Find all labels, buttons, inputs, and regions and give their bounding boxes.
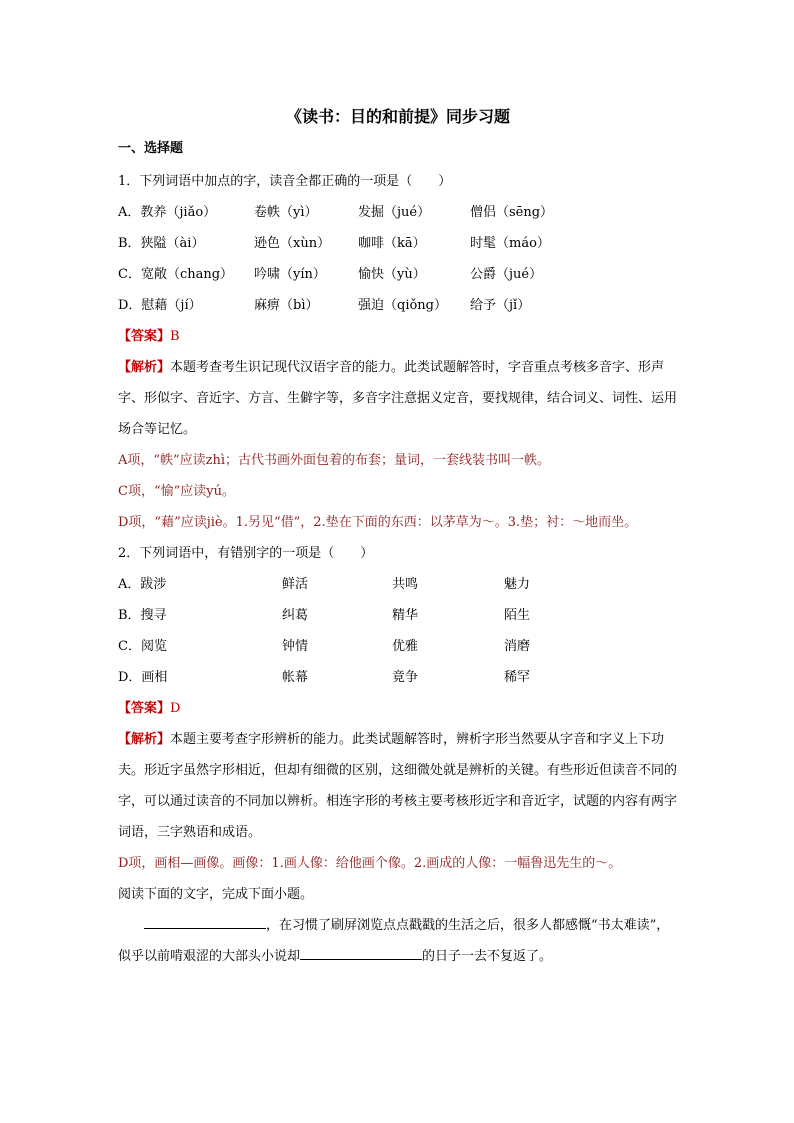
analysis-label: 【解析】 xyxy=(118,360,171,375)
option-row: B．搜寻 纠葛 精华 陌生 xyxy=(118,608,531,623)
option-row: A．跋涉 鲜活 共鸣 魅力 xyxy=(118,577,531,592)
analysis-note: A项，“帙”应读zhì；古代书画外面包着的布套；量词，一套线装书叫一帙。 xyxy=(118,453,551,468)
analysis-label: 【解析】 xyxy=(118,732,171,747)
option-row: B．狭隘（ài） 逊色（xùn） 咖啡（kā） 时髦（máo） xyxy=(118,236,550,251)
answer-value: D xyxy=(170,701,181,716)
question-2-stem: 2．下列词语中，有错别字的一项是（ ） xyxy=(118,546,374,561)
fill-blank xyxy=(300,945,422,960)
analysis-note: C项，“愉”应读yú。 xyxy=(118,484,235,499)
option-row: D．画相 帐幕 竟争 稀罕 xyxy=(118,670,531,685)
answer-label: 【答案】 xyxy=(118,329,171,344)
analysis-note: D项，“藉”应读jiè。1.另见“借”，2.垫在下面的东西：以茅草为～。3.垫；衬：～地而坐。 xyxy=(118,515,638,530)
option-row: A．教养（jiǎo） 卷帙（yì） 发掘（jué） 僧侣（sēng） xyxy=(118,205,554,220)
answer-line xyxy=(118,321,678,352)
reading-intro: 阅读下面的文字，完成下面小题。 xyxy=(118,887,314,902)
answer-line xyxy=(118,693,678,724)
document-page xyxy=(118,104,678,972)
analysis-paragraph: 【解析】本题考查考生识记现代汉语字音的能力。此类试题解答时，字音重点考核多音字、形声字、形似字、音近字、方言、生僻字等，多音字注意据义定音，要找规律，结合词义、词性、运用场合等记忆。 xyxy=(118,360,678,437)
question-1-options xyxy=(118,197,678,321)
option-row: D．慰藉（jí） 麻痹（bì） 强迫（qiǒng） 给予（jǐ） xyxy=(118,298,531,313)
fill-blank xyxy=(144,914,266,929)
section-heading: 一、选择题 xyxy=(118,141,184,156)
answer-value: B xyxy=(170,329,180,344)
option-row: C．宽敞（chang） 吟啸（yín） 愉快（yù） 公爵（jué） xyxy=(118,267,543,282)
question-1-stem: 1．下列词语中加点的字，读音全都正确的一项是（ ） xyxy=(118,174,452,189)
question-2-options xyxy=(118,569,678,693)
analysis-paragraph: 【解析】本题主要考查字形辨析的能力。此类试题解答时，辨析字形当然要从字音和字义上下功夫。形近字虽然字形相近，但却有细微的区别，这细微处就是辨析的关键。有些形近但读音不同的字，可以通过读音的不同加以辨析。相连字形的考核主要考核形近字和音近字，试题的内容有两字词语，三字熟语和成语。 xyxy=(118,732,678,840)
analysis-note: D项，画相—画像。画像：1.画人像：给他画个像。2.画成的人像：一幅鲁迅先生的～。 xyxy=(118,856,622,871)
reading-passage: ，在习惯了刷屏浏览点点戳戳的生活之后，很多人都感慨“书太难读”，似乎以前啃艰涩的大部头小说却 的日子一去不复返了。 xyxy=(118,910,678,972)
option-row: C．阅览 钟情 优雅 消磨 xyxy=(118,639,531,654)
answer-label: 【答案】 xyxy=(118,701,171,716)
page-title: 《读书：目的和前提》同步习题 xyxy=(285,107,510,126)
